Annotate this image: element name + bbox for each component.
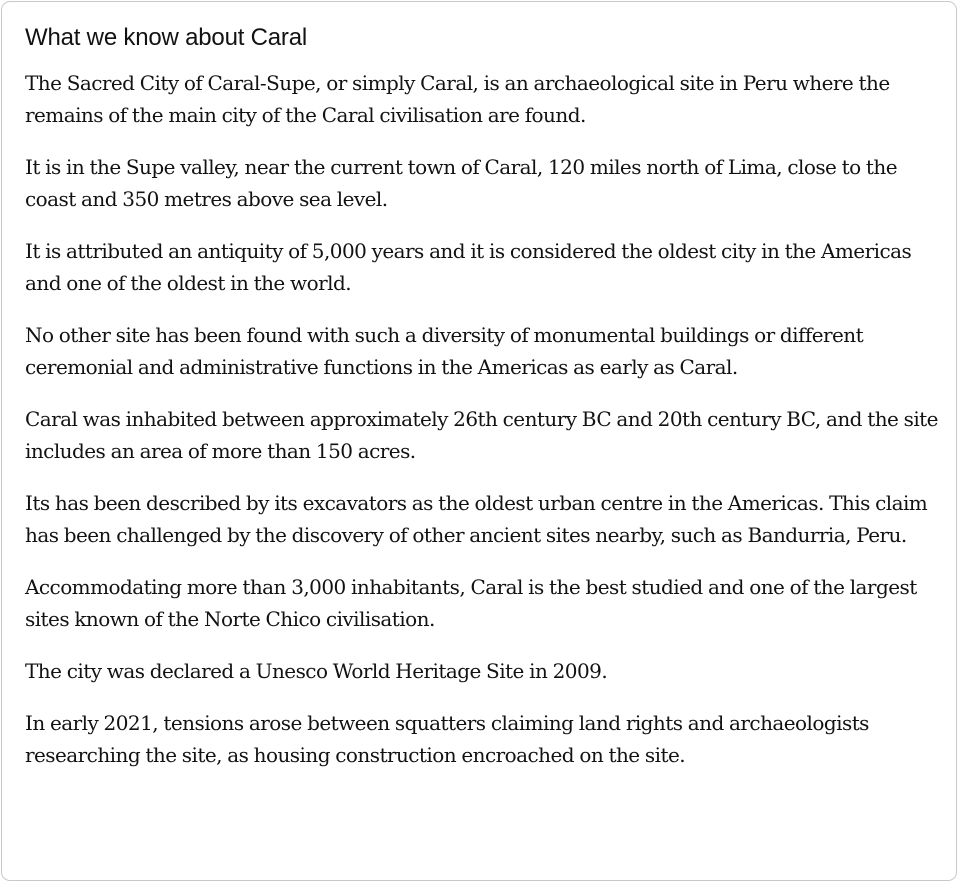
paragraph: Its has been described by its excavators as the oldest urban centre in the Americas. This claim has been challenged by the discovery of other ancient sites nearby, such as Bandurria, Peru.	[25, 491, 928, 547]
paragraph: The Sacred City of Caral-Supe, or simply Caral, is an archaeological site in Peru where the remains of the main city of the Caral civilisation are found.	[25, 71, 890, 127]
paragraph: In early 2021, tensions arose between squatters claiming land rights and archaeologists researching the site, as housing construction encroached on the site.	[25, 711, 869, 767]
paragraph: The city was declared a Unesco World Heritage Site in 2009.	[25, 659, 608, 683]
paragraph: No other site has been found with such a diversity of monumental buildings or different ceremonial and administrative functions in the Americas as early as Caral.	[25, 323, 864, 379]
fact-box	[1, 1, 957, 881]
paragraph: Accommodating more than 3,000 inhabitants, Caral is the best studied and one of the largest sites known of the Norte Chico civilisation.	[25, 575, 917, 631]
fact-box-body	[25, 67, 938, 771]
paragraph: Caral was inhabited between approximately 26th century BC and 20th century BC, and the site includes an area of more than 150 acres.	[25, 407, 938, 463]
paragraph: It is in the Supe valley, near the current town of Caral, 120 miles north of Lima, close to the coast and 350 metres above sea level.	[25, 155, 898, 211]
paragraph: It is attributed an antiquity of 5,000 years and it is considered the oldest city in the Americas and one of the oldest in the world.	[25, 239, 912, 295]
fact-box-title: What we know about Caral	[25, 24, 308, 51]
